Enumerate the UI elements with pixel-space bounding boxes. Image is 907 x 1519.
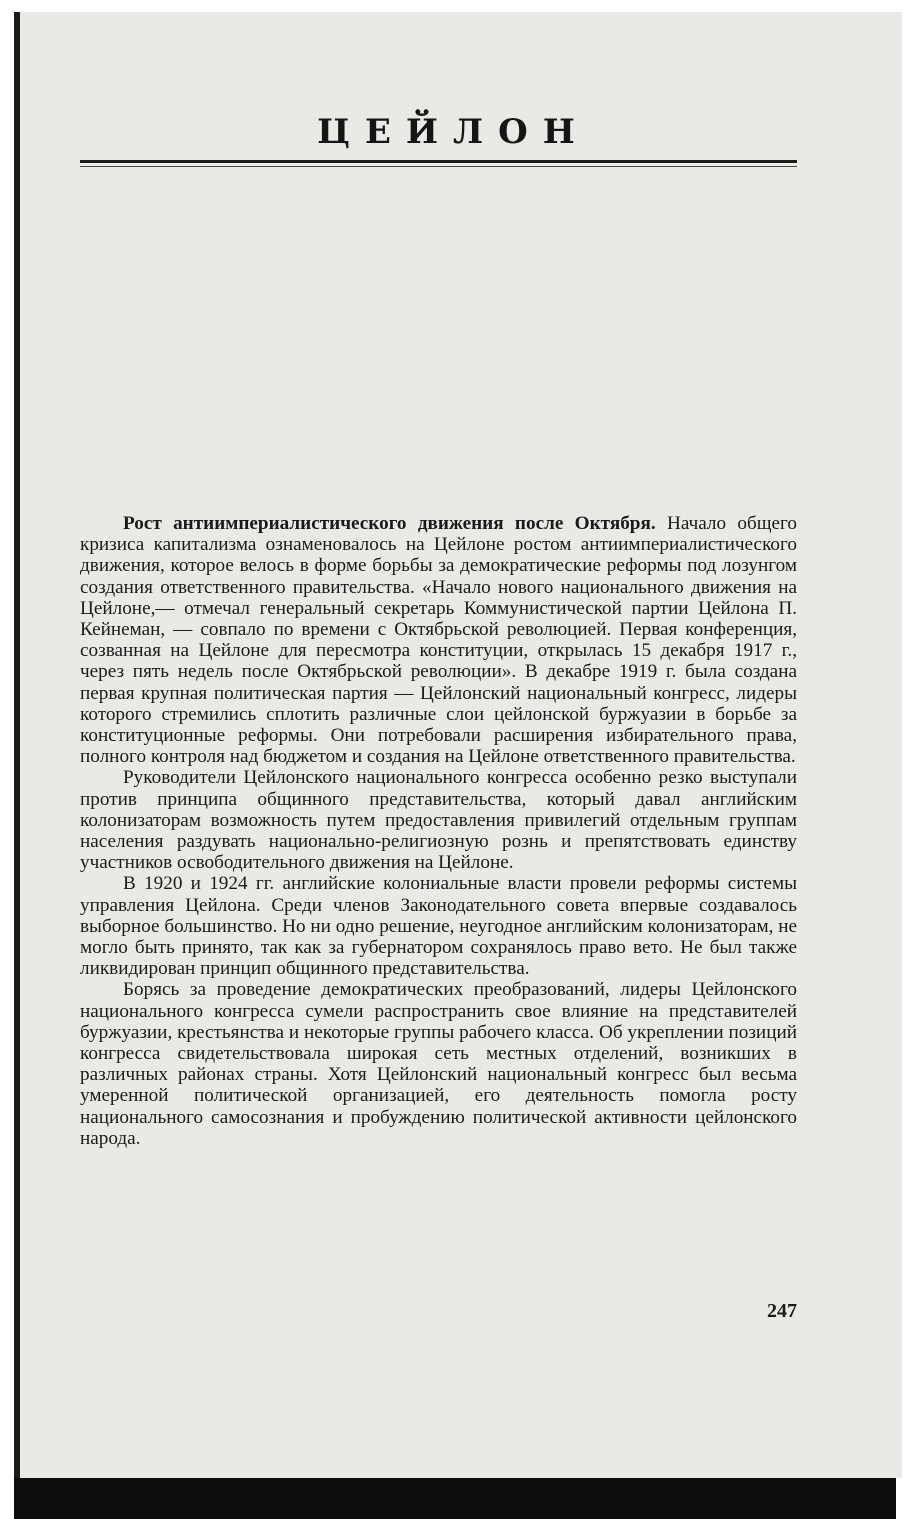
paragraph-4: Борясь за проведение демократических преобразований, лидеры Цейлонского национального конгресса сумели распространить свое влияние на представителей буржуазии, крестьянства и некоторые группы рабочего класса. Об укреплении позиций конгресса свидетельствовала широкая сеть местных отделений, возникших в различных районах страны. Хотя Цейлонский национальный конгресс был весьма умеренной политической организацией, его деятельность помогла росту национального самосознания и пробуждению политической активности цейлонского народа. — [80, 979, 797, 1149]
title-rule-thick — [80, 160, 797, 163]
chapter-title: ЦЕЙЛОН — [317, 112, 590, 152]
paragraph-3: В 1920 и 1924 гг. английские колониальные власти провели реформы системы управления Цейлона. Среди членов Законодательного совета впервые создавалось выборное большинство. Но ни одно решение, неугодное английским колонизаторам, не могло быть принято, так как за губернатором сохранялось право вето. Не был также ликвидирован принцип общинного представительства. — [80, 873, 797, 980]
title-rule-thin — [80, 166, 797, 167]
scan-bottom-border — [14, 1478, 896, 1519]
paragraph-1 — [80, 513, 797, 767]
page-number: 247 — [767, 1300, 797, 1322]
run-in-heading: Рост антиимпериалистического движения после Октября. — [123, 513, 656, 534]
paragraph-2: Руководители Цейлонского национального конгресса особенно резко выступали против принципа общинного представительства, который давал английским колонизаторам возможность путем предоставления привилегий отдельным группам населения раздувать национально-религиозную рознь и препятствовать единству участников освободительного движения на Цейлоне. — [80, 767, 797, 874]
body-text — [80, 513, 797, 1149]
paragraph-1-text: Начало общего кризиса капитализма ознаменовалось на Цейлоне ростом антиимпериалистического движения, которое велось в форме борьбы за демократические реформы под лозунгом создания ответственного правительства. «Начало нового национального движения на Цейлоне,— отмечал генеральный секретарь Коммунистической партии Цейлона П. Кейнеман, — совпало по времени с Октябрьской революцией. Первая конференция, созванная на Цейлоне для пересмотра конституции, открылась 15 декабря 1917 г., через пять недель после Октябрьской революции». В декабре 1919 г. была создана первая крупная политическая партия — Цейлонский национальный конгресс, лидеры которого стремились сплотить различные слои цейлонской буржуазии в борьбе за конституционные реформы. Они потребовали расширения избирательного права, полного контроля над бюджетом и создания на Цейлоне ответственного правительства. — [80, 513, 798, 768]
